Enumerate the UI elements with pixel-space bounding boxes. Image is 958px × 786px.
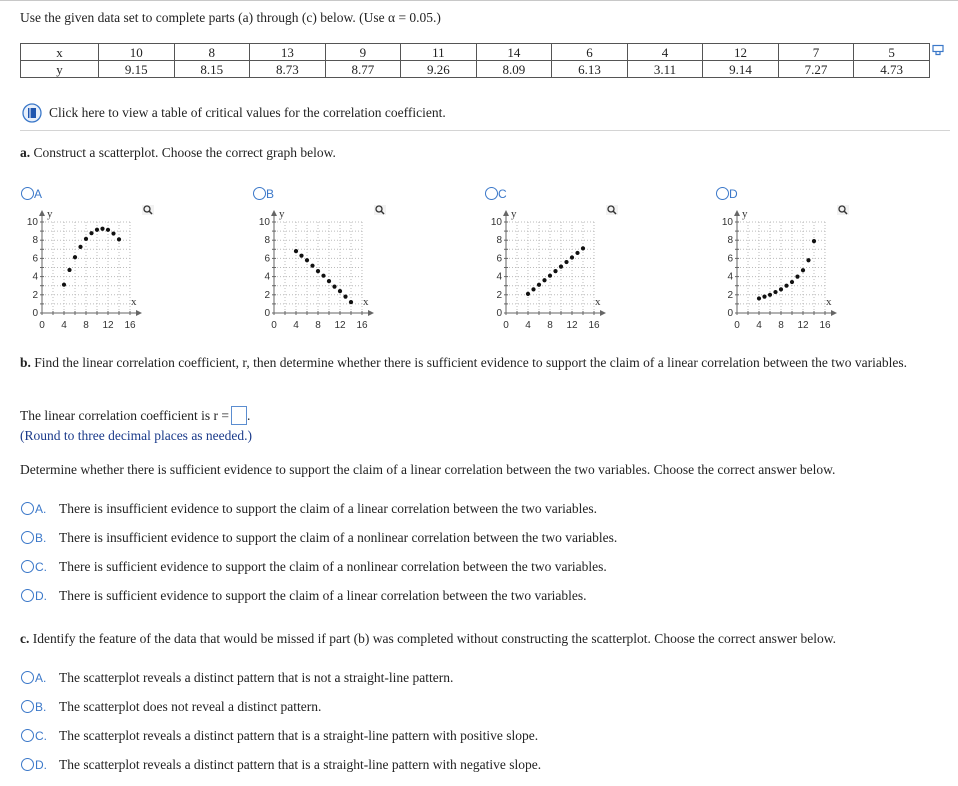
data-point <box>338 289 342 293</box>
data-point <box>559 264 563 268</box>
data-point <box>575 251 579 255</box>
x-tick-label: 0 <box>734 320 740 331</box>
y-tick-label: 10 <box>490 217 502 228</box>
data-point <box>321 274 325 278</box>
option-text: The scatterplot reveals a distinct pattern that is a straight-line pattern with negative slope. <box>59 757 542 772</box>
y-axis-label: y <box>511 208 517 220</box>
table-cell: 7 <box>778 44 854 61</box>
data-point <box>537 283 541 287</box>
data-point <box>332 285 336 289</box>
x-tick-label: 0 <box>271 320 277 331</box>
part-c-option-c[interactable] <box>21 727 538 745</box>
table-cell: 4 <box>627 44 703 61</box>
r-label: The linear correlation coefficient is r = <box>20 408 230 423</box>
table-cell: 6.13 <box>552 61 628 78</box>
table-cell: 9 <box>325 44 401 61</box>
data-point <box>117 237 121 241</box>
y-axis-label: y <box>279 208 285 220</box>
table-cell: 8.15 <box>174 61 250 78</box>
part-a-text: Construct a scatterplot. Choose the correct graph below. <box>33 145 336 160</box>
y-tick-label: 4 <box>264 271 270 283</box>
part-c-option-b[interactable] <box>21 698 321 716</box>
graph-option-a[interactable] <box>21 186 42 202</box>
data-table <box>20 43 930 78</box>
option-letter: D <box>729 187 738 201</box>
table-cell: 6 <box>552 44 628 61</box>
x-axis-arrow <box>136 310 142 316</box>
data-point <box>795 275 799 279</box>
option-letter: B <box>266 187 275 201</box>
option-text: The scatterplot reveals a distinct pattern that is a straight-line pattern with positive slope. <box>59 728 539 743</box>
zoom-icon[interactable] <box>837 205 849 215</box>
option-letter: D. <box>35 589 47 603</box>
x-tick-label: 16 <box>819 320 831 331</box>
option-letter: C. <box>35 560 47 574</box>
data-point <box>812 239 816 243</box>
y-tick-label: 8 <box>727 235 733 247</box>
r-answer-input[interactable] <box>231 406 247 425</box>
table-row-x <box>21 44 930 61</box>
option-letter: A. <box>35 502 47 516</box>
table-cell: 8.73 <box>250 61 326 78</box>
y-axis-label: y <box>47 208 53 220</box>
y-tick-label: 0 <box>32 308 38 319</box>
part-b-prompt <box>20 354 930 371</box>
radio-button[interactable] <box>21 671 34 684</box>
table-cell: 12 <box>703 44 779 61</box>
data-point <box>305 258 309 262</box>
data-point <box>343 295 347 299</box>
y-tick-label: 0 <box>264 308 270 319</box>
x-axis-label: x <box>363 296 369 308</box>
table-cell: 8.09 <box>476 61 552 78</box>
data-point <box>100 227 104 231</box>
table-cell: 9.14 <box>703 61 779 78</box>
radio-button[interactable] <box>485 187 498 200</box>
graph-option-c[interactable] <box>485 186 507 202</box>
scatterplot-c <box>474 202 619 332</box>
y-axis-arrow <box>39 210 45 216</box>
scatterplot-d <box>705 202 850 332</box>
data-point <box>564 260 568 264</box>
data-point <box>111 231 115 235</box>
y-tick-label: 8 <box>264 235 270 247</box>
table-cell: 8 <box>174 44 250 61</box>
x-axis-label: x <box>595 296 601 308</box>
y-tick-label: 6 <box>496 253 502 265</box>
data-point <box>294 249 298 253</box>
x-tick-label: 8 <box>83 320 89 331</box>
part-a-prompt <box>20 145 336 161</box>
y-tick-label: 10 <box>26 217 38 228</box>
data-point <box>526 292 530 296</box>
x-tick-label: 12 <box>334 320 346 331</box>
option-letter: C. <box>35 729 47 743</box>
option-text: There is insufficient evidence to support the claim of a nonlinear correlation between the two variables. <box>59 530 618 545</box>
y-axis-arrow <box>271 210 277 216</box>
data-point <box>310 264 314 268</box>
option-text: There is insufficient evidence to support the claim of a linear correlation between the two variables. <box>59 501 598 516</box>
data-point <box>62 283 66 287</box>
part-b-option-b[interactable] <box>21 529 617 547</box>
table-cell: 14 <box>476 44 552 61</box>
top-border <box>0 0 958 1</box>
radio-button[interactable] <box>21 729 34 742</box>
x-tick-label: 4 <box>293 320 299 331</box>
graph-option-d[interactable] <box>716 186 738 202</box>
scatterplot-a <box>10 202 155 332</box>
y-tick-label: 6 <box>32 253 38 265</box>
zoom-icon[interactable] <box>606 205 618 215</box>
table-cell: 8.77 <box>325 61 401 78</box>
table-cell: 5 <box>854 44 930 61</box>
x-tick-label: 4 <box>756 320 762 331</box>
data-point <box>542 278 546 282</box>
x-tick-label: 0 <box>39 320 45 331</box>
table-header-y: y <box>21 61 99 78</box>
option-text: There is sufficient evidence to support the claim of a linear correlation between the two variables. <box>59 588 587 603</box>
graph-option-b[interactable] <box>253 186 274 202</box>
option-text: The scatterplot does not reveal a distinct pattern. <box>59 699 322 714</box>
option-text: The scatterplot reveals a distinct pattern that is not a straight-line pattern. <box>59 670 454 685</box>
y-tick-label: 6 <box>727 253 733 265</box>
x-tick-label: 16 <box>356 320 368 331</box>
y-axis-arrow <box>734 210 740 216</box>
data-point <box>768 293 772 297</box>
x-tick-label: 12 <box>102 320 114 331</box>
data-point <box>790 280 794 284</box>
radio-button[interactable] <box>21 758 34 771</box>
data-point <box>581 246 585 250</box>
y-tick-label: 8 <box>32 235 38 247</box>
book-icon[interactable] <box>22 103 42 123</box>
y-tick-label: 8 <box>496 235 502 247</box>
option-letter: C <box>498 187 507 201</box>
x-tick-label: 8 <box>778 320 784 331</box>
data-point <box>773 290 777 294</box>
part-c-option-d[interactable] <box>21 756 541 774</box>
x-axis-label: x <box>131 296 137 308</box>
part-c-text: Identify the feature of the data that would be missed if part (b) was completed without constructing the scatterplot. Choose the correct answer below. <box>32 631 836 646</box>
table-cell: 7.27 <box>778 61 854 78</box>
y-tick-label: 2 <box>32 289 38 301</box>
y-tick-label: 2 <box>727 289 733 301</box>
part-b-label: b. <box>20 355 31 370</box>
x-axis-arrow <box>600 310 606 316</box>
x-tick-label: 12 <box>797 320 809 331</box>
option-letter: A. <box>35 671 47 685</box>
y-tick-label: 6 <box>264 253 270 265</box>
y-tick-label: 4 <box>496 271 502 283</box>
y-tick-label: 4 <box>32 271 38 283</box>
table-cell: 4.73 <box>854 61 930 78</box>
table-cell: 3.11 <box>627 61 703 78</box>
x-tick-label: 0 <box>503 320 509 331</box>
data-point <box>95 228 99 232</box>
x-tick-label: 8 <box>547 320 553 331</box>
option-letter: B. <box>35 700 47 714</box>
part-a-label: a. <box>20 145 31 160</box>
radio-button[interactable] <box>253 187 266 200</box>
x-tick-label: 12 <box>566 320 578 331</box>
table-cell: 9.26 <box>401 61 477 78</box>
radio-button[interactable] <box>21 187 34 200</box>
y-tick-label: 10 <box>258 217 270 228</box>
data-point <box>84 237 88 241</box>
data-point <box>801 268 805 272</box>
y-tick-label: 0 <box>727 308 733 319</box>
data-point <box>553 269 557 273</box>
radio-button[interactable] <box>21 560 34 573</box>
data-point <box>784 284 788 288</box>
y-tick-label: 2 <box>496 289 502 301</box>
x-tick-label: 4 <box>61 320 67 331</box>
table-cell: 10 <box>99 44 175 61</box>
y-tick-label: 10 <box>721 217 733 228</box>
critical-values-link[interactable]: Click here to view a table of critical values for the correlation coefficient. <box>49 105 446 120</box>
radio-button[interactable] <box>716 187 729 200</box>
copy-data-icon[interactable] <box>932 44 944 56</box>
radio-button[interactable] <box>21 700 34 713</box>
y-axis-arrow <box>503 210 509 216</box>
table-row-y <box>21 61 930 78</box>
table-cell: 11 <box>401 44 477 61</box>
data-point <box>762 295 766 299</box>
round-note: (Round to three decimal places as needed.) <box>20 428 253 443</box>
instructions: Use the given data set to complete parts (a) through (c) below. (Use α = 0.05.) <box>20 10 441 25</box>
x-axis-arrow <box>831 310 837 316</box>
data-point <box>779 287 783 291</box>
part-b-text: Find the linear correlation coefficient, r, then determine whether there is sufficient evidence to support the claim of a linear correlation between the two variables. <box>34 355 908 370</box>
part-b-option-c[interactable] <box>21 558 607 576</box>
data-point <box>570 255 574 259</box>
r-period: . <box>247 408 251 423</box>
part-b-option-d[interactable] <box>21 587 587 605</box>
table-cell: 13 <box>250 44 326 61</box>
x-tick-label: 16 <box>124 320 136 331</box>
part-c-option-a[interactable] <box>21 669 453 687</box>
data-point <box>299 254 303 258</box>
y-tick-label: 0 <box>496 308 502 319</box>
part-c-label: c. <box>20 631 30 646</box>
data-point <box>316 269 320 273</box>
x-tick-label: 8 <box>315 320 321 331</box>
scatterplot-b <box>242 202 387 332</box>
x-tick-label: 4 <box>525 320 531 331</box>
option-text: There is sufficient evidence to support the claim of a nonlinear correlation between the two variables. <box>59 559 607 574</box>
data-point <box>349 300 353 304</box>
determine-prompt: Determine whether there is sufficient evidence to support the claim of a linear correlation between the two variables. Choose the correct answer below. <box>20 462 836 477</box>
radio-button[interactable] <box>21 589 34 602</box>
radio-button[interactable] <box>21 502 34 515</box>
radio-button[interactable] <box>21 531 34 544</box>
option-letter: B. <box>35 531 47 545</box>
y-tick-label: 2 <box>264 289 270 301</box>
table-header-x: x <box>21 44 99 61</box>
data-point <box>531 287 535 291</box>
r-answer-row <box>20 406 250 425</box>
data-point <box>548 274 552 278</box>
data-point <box>757 296 761 300</box>
data-point <box>89 231 93 235</box>
zoom-icon[interactable] <box>142 205 154 215</box>
data-point <box>327 279 331 283</box>
zoom-icon[interactable] <box>374 205 386 215</box>
y-tick-label: 4 <box>727 271 733 283</box>
table-cell: 9.15 <box>99 61 175 78</box>
part-b-option-a[interactable] <box>21 500 597 518</box>
data-point <box>73 255 77 259</box>
x-tick-label: 16 <box>588 320 600 331</box>
divider <box>20 130 950 131</box>
data-point <box>67 268 71 272</box>
data-point <box>106 228 110 232</box>
x-axis-label: x <box>826 296 832 308</box>
data-point <box>806 258 810 262</box>
data-point <box>78 245 82 249</box>
x-axis-arrow <box>368 310 374 316</box>
option-letter: D. <box>35 758 47 772</box>
option-letter: A <box>34 187 43 201</box>
part-c-prompt <box>20 631 836 647</box>
y-axis-label: y <box>742 208 748 220</box>
